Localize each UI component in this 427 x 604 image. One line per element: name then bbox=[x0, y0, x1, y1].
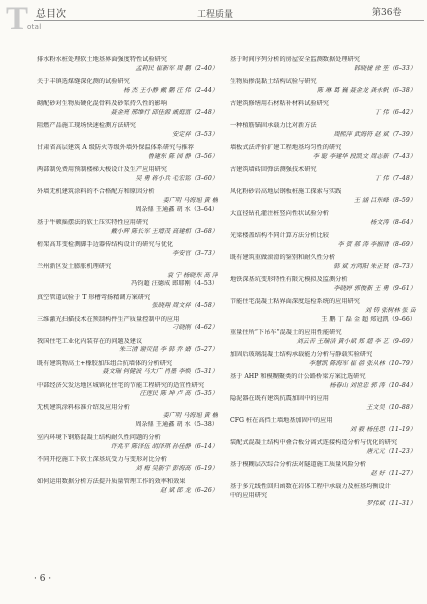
toc-entry bbox=[37, 100, 218, 122]
toc-entry-authors: 许兆平 陈泽伍 胡泽琪 孙佳静（6–14） bbox=[110, 443, 218, 450]
toc-entry-title: 基于 AHP 和模糊聚类的计公路桥梁方案比选研究 bbox=[230, 372, 366, 380]
toc-entry bbox=[37, 241, 218, 263]
toc-entry-title: 一种植筋锚固承载力比对新方法 bbox=[230, 122, 317, 129]
toc-entry-authors-cont: 王 鹏 丁 磊 金 超 郑冠凯（9–66） bbox=[321, 315, 416, 323]
toc-entry-title: 风化粉砂岩高地层钢板桩施工探索与实践 bbox=[230, 188, 342, 195]
toc-entry bbox=[37, 263, 218, 294]
toc-entry-authors-cont: 冯钧超 汪德成 郎耶刚（4–53） bbox=[131, 280, 218, 288]
toc-entry bbox=[230, 122, 416, 144]
toc-entry-authors: 汪莲民 陈 坤 卢 高（5–35） bbox=[139, 390, 218, 398]
toc-entry-authors: 李安官（3–73） bbox=[172, 249, 218, 257]
toc-entry bbox=[230, 56, 416, 78]
toc-entry-authors: 刘 毅 杨佳思（11–19） bbox=[349, 425, 416, 433]
toc-entry-title: 阻燃产品施工现场快速检测方法研究 bbox=[37, 122, 136, 129]
toc-entry-title: 装配式混凝土结构中叠合板分离式连接构造分析与优化的研究 bbox=[230, 438, 398, 446]
toc-entry-authors: 姜广明 马海旭 黄 楠 bbox=[162, 196, 218, 204]
toc-entry bbox=[230, 210, 416, 232]
toc-entry-authors: 姜广明 马海旭 黄 楠 bbox=[162, 412, 218, 420]
toc-entry bbox=[230, 461, 416, 483]
toc-entry-title: 古建筑修缮用石材粘补材料试验研究 bbox=[230, 100, 329, 107]
toc-entry bbox=[230, 166, 416, 188]
toc-entry-title: 砌配砂对生物质硬化混骨料及砂浆持久性的影响 bbox=[37, 100, 167, 107]
toc-entry-authors: 张晓翔 周文祥（4–58） bbox=[151, 302, 218, 310]
toc-entry-title: 如何运用数据分析方法提升质量管理工作的效率和效果 bbox=[37, 478, 186, 486]
volume-label: 第36卷 bbox=[372, 8, 402, 18]
toc-entry-authors: 聂文瑞 何健波 马大广 肖墨 李焕（5–31） bbox=[102, 368, 218, 376]
toc-entry-title: 隐泥器在既有建筑抗震加固中的应用 bbox=[230, 394, 329, 402]
toc-entry-title: 基于模糊层次综合分析法对隧道施工质量风险分析 bbox=[230, 460, 367, 468]
toc-entry-title: 加固后玻璃混凝土结构承载能力分析与静载实验研究 bbox=[230, 350, 373, 358]
toc-entry-title: 排水粉水桩处理软土地基界面强度特性试验研究 bbox=[37, 56, 167, 63]
toc-entry-authors: 刁晓刚（4–62） bbox=[172, 324, 218, 332]
toc-entry bbox=[230, 483, 416, 514]
toc-entry bbox=[37, 56, 218, 78]
toc-entry bbox=[230, 100, 416, 122]
toc-entry-authors-cont: 周杂鼎 王通鑫 胡 水（3–64） bbox=[135, 205, 218, 213]
toc-entry-authors: 王 涵 吕东峰（8–59） bbox=[353, 196, 416, 204]
toc-entry bbox=[37, 404, 218, 435]
toc-entry bbox=[230, 188, 416, 210]
toc-entry-title: 中部经济欠发达地区城镇化住宅的节能工程研究的适宜性研究 bbox=[37, 381, 205, 389]
toc-entry-title: 光梁楼盖结构不同计算方法分析比较 bbox=[230, 232, 329, 239]
toc-entry bbox=[230, 329, 416, 351]
toc-entry-authors: 唐元元（11–23） bbox=[366, 447, 416, 455]
toc-entry-authors: 刘云苦 王瑞洁 黄小斌 郑 超 李 艺（9–69） bbox=[296, 337, 416, 345]
toc-entry-title: 基于多元线性回归函数在岩体工程中承载力及桩基均衡设计 bbox=[230, 482, 391, 490]
toc-entry-authors: 袁 宁 杨晓东 高 萍 bbox=[166, 271, 218, 279]
toc-entry-title: 生物质掺混黏土结构试验与研究 bbox=[230, 78, 317, 85]
toc-entry-authors: 罗伟斌（11–31） bbox=[366, 500, 416, 508]
journal-logo-text: otal bbox=[27, 23, 42, 31]
toc-entry bbox=[230, 232, 416, 254]
toc-entry-authors: 孟莉民 崔新军 周 鹏（2–40） bbox=[135, 64, 218, 72]
toc-entry bbox=[37, 316, 218, 338]
toc-entry bbox=[230, 298, 416, 329]
page-number: · 6 · bbox=[34, 574, 52, 584]
toc-entry-authors: 李 聪 李建华 段凯文 周志新（7–43） bbox=[312, 152, 416, 160]
toc-entry-authors: 王文昊（10–88） bbox=[366, 403, 416, 411]
toc-entry-authors: 丁 伟（7–48） bbox=[374, 174, 416, 182]
toc-entry-authors-cont: 周杂鼎 王通鑫 胡 水（5–38） bbox=[135, 421, 218, 428]
toc-entry-authors: 杨文涛（8–64） bbox=[370, 218, 416, 226]
toc-entry bbox=[37, 478, 218, 500]
toc-entry-authors: 丁 伟（6–42） bbox=[374, 108, 416, 116]
toc-entry bbox=[37, 188, 218, 219]
toc-entry bbox=[37, 338, 218, 360]
toc-entry-title: 外墙无机建筑涂料的不合格配方和原因分析 bbox=[37, 188, 155, 195]
toc-entry-authors: 赵 斌 郎 龙（6–26） bbox=[160, 487, 218, 494]
toc-entry bbox=[37, 122, 218, 144]
toc-entry-authors: 杨春山 刘世忠 郭 涛（10–84） bbox=[329, 381, 416, 389]
toc-entry-title: 无机建筑涂料标准介绍及应用分析 bbox=[37, 403, 130, 411]
toc-entry-title: 既有建筑重做滚滑的鉴别和耐久性分析 bbox=[230, 254, 336, 261]
toc-entry bbox=[230, 395, 416, 417]
toc-entry-authors: 戴小辉 陈长军 王增茂 高建相（3–68） bbox=[110, 227, 218, 235]
toc-entry bbox=[37, 166, 218, 188]
toc-entry-authors: 杨 杰 王小静 戴 鹏 汪 伟（2–44） bbox=[123, 86, 218, 94]
toc-entry-title: 重量住所“下吊车”混凝土的应用性能研究 bbox=[230, 328, 342, 336]
toc-entry-authors: 陈 琳 葛 巍 聂金龙 龚永帆（6–38） bbox=[317, 86, 416, 94]
toc-entry-title: 三维激光扫描技术在预制构件生产质量控制中的应用 bbox=[37, 315, 180, 323]
toc-entry-title: 我国住宅工业化内装存在的问题及建议 bbox=[37, 337, 143, 345]
toc-entry-title: 桁架高耳变检测脚手边器传结构设计的研究与优化 bbox=[37, 240, 174, 248]
toc-entry bbox=[37, 434, 218, 456]
toc-entry-authors: 李晓婷 郭俊新 王 勇（9–61） bbox=[333, 284, 416, 292]
toc-entry-authors: 刘 梅 吴新宇 彭海高（6–19） bbox=[135, 465, 218, 472]
toc-entry bbox=[37, 294, 218, 316]
toc-entry-authors: 周熙萍 武海符 赵 斌（7–39） bbox=[333, 130, 416, 138]
toc-entry-title: 既有建筑物高土+橡胶加压组合抗墙体的分析研究 bbox=[37, 359, 173, 367]
toc-entry-authors: 吴 勇 蒋小兵 毛宏铭（3–60） bbox=[135, 174, 218, 182]
section-title: 总目次 bbox=[36, 9, 66, 20]
toc-entry-title: 大直径钻孔灌注桩竖向性状试验分析 bbox=[230, 210, 329, 217]
toc-entry-title: 两部制免费用预制楼梯大梭设计及生产应用研究 bbox=[37, 166, 167, 173]
toc-entry bbox=[37, 144, 218, 166]
toc-entry bbox=[37, 219, 218, 241]
toc-entry-title: 关于丰镇选煤缝深化测的试验研究 bbox=[37, 78, 130, 85]
toc-entry-authors: 聂金亮 邢维行 邱佳源 戚庭富（2–48） bbox=[110, 108, 218, 116]
toc-entry-authors: 刘 铸 张树林 张 苗 bbox=[364, 306, 416, 314]
toc-entry bbox=[37, 78, 218, 100]
toc-entry-title: 基于牛顿摇摆法的软土压实特性应用研究 bbox=[37, 218, 149, 226]
toc-right-column bbox=[230, 56, 416, 514]
toc-entry-authors: 鲁建东 陈 园 静（3–56） bbox=[147, 152, 218, 160]
toc-entry-title: 室内环境下钢筋混凝土结构耐久性问题的分析 bbox=[37, 434, 161, 442]
toc-entry-title: 墙板式法评价扩建工程地基均匀性的研究 bbox=[230, 144, 342, 151]
toc-entry-authors: 朱三清 谢荧昆 李 韩 乔 婧（5–27） bbox=[119, 346, 218, 354]
toc-entry bbox=[230, 439, 416, 461]
toc-entry-title: 兰州新区发土膨胀机理研究 bbox=[37, 262, 112, 270]
toc-entry-title: 基于时间序列分析的房屋安全监测数据处理研究 bbox=[230, 56, 360, 63]
toc-entry-title: 甘肃省高层建筑 A 级防火等级外墙外保温体系研究与推荐 bbox=[37, 144, 194, 151]
page-header bbox=[0, 0, 427, 40]
toc-entry-authors: 李慧凯 陈海军 崔 蓓 张从林（10–79） bbox=[308, 359, 416, 367]
toc-entry bbox=[37, 382, 218, 404]
entry-spacer bbox=[37, 496, 218, 501]
toc-entry-title: 不同开挖施工下软土深基坑受力与变形对比分析 bbox=[37, 456, 167, 464]
toc-entry bbox=[230, 417, 416, 439]
toc-entry bbox=[230, 351, 416, 373]
toc-entry-authors: 韩晓捷 徐 笙（6–33） bbox=[353, 64, 416, 72]
header-rule bbox=[34, 20, 424, 21]
toc-entry bbox=[37, 360, 218, 382]
toc-entry bbox=[230, 78, 416, 100]
toc-entry bbox=[230, 276, 416, 298]
entry-spacer bbox=[230, 509, 416, 514]
toc-entry bbox=[37, 456, 218, 478]
journal-logo-letter: T bbox=[6, 1, 29, 37]
toc-entry-title: 中的应用研究 bbox=[230, 491, 268, 499]
toc-entry-title: CFG 桩在高挡土墙地基加固中的应用 bbox=[230, 416, 333, 424]
toc-entry-title: 节能住宅混凝土粘界面深度巡检系统的应用研究 bbox=[230, 298, 360, 305]
toc-entry-authors: 韩 斌 方鸿阳 朱正贤（8–73） bbox=[333, 262, 416, 270]
toc-left-column bbox=[37, 56, 218, 500]
toc-entry-authors: 安定祥（3–53） bbox=[172, 130, 218, 138]
toc-entry bbox=[230, 373, 416, 395]
toc-entry-title: 真空管道试验于 T 形槽弯扬精调方案研究 bbox=[37, 293, 151, 301]
toc-entry-title: 地铁深基坑变形特性有限元模拟及监测分析 bbox=[230, 276, 348, 283]
toc-entry-authors: 李 贺 郝 涛 李振清（8–69） bbox=[337, 240, 416, 248]
toc-entry bbox=[230, 144, 416, 166]
toc-entry-authors: 赵 好（11–27） bbox=[370, 469, 416, 477]
journal-name: 工程质量 bbox=[197, 10, 234, 20]
toc-entry-title: 古建筑墙砖回弹法测强技术研究 bbox=[230, 166, 317, 173]
toc-entry bbox=[230, 254, 416, 276]
